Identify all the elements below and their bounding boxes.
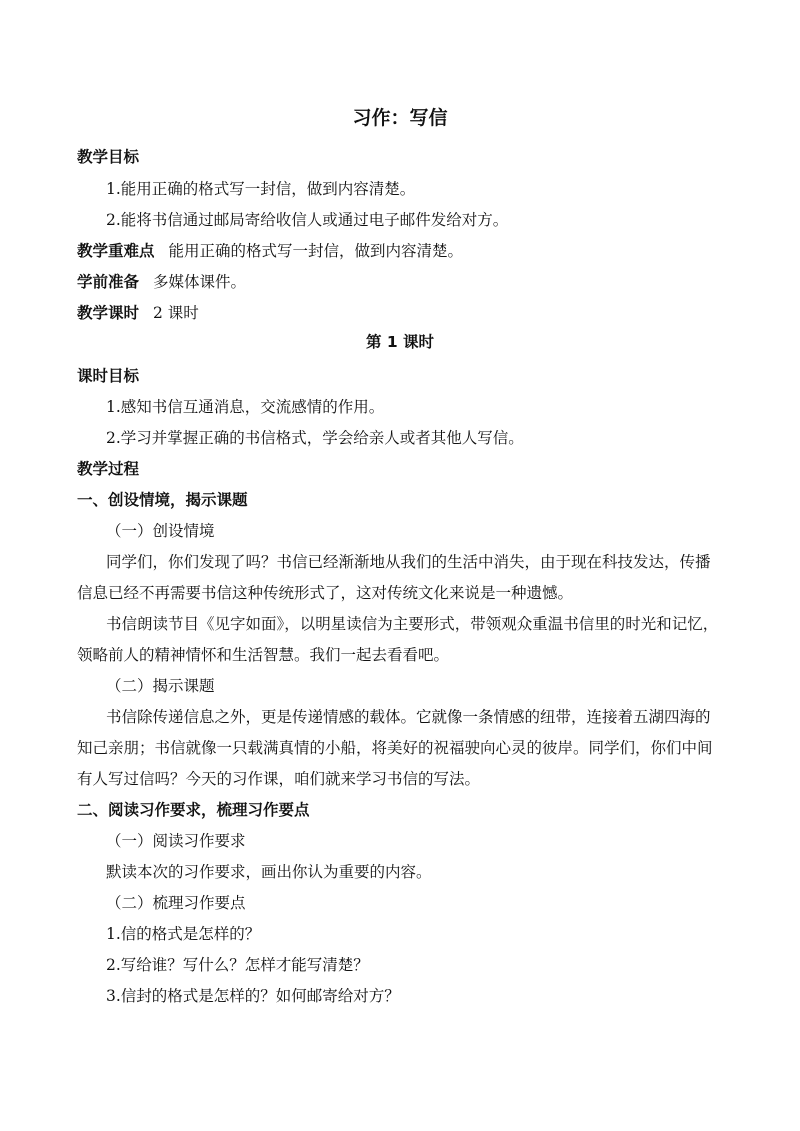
doc-title: 习作：写信 — [352, 107, 448, 129]
key-point-text: 能用正确的格式写一封信，做到内容清楚。 — [168, 242, 464, 260]
goal-item-1: 1.能用正确的格式写一封信，做到内容清楚。 — [106, 180, 416, 198]
question-3: 3.信封的格式是怎样的？如何邮寄给对方？ — [106, 987, 400, 1005]
subheading-reveal-topic: （二）揭示课题 — [106, 677, 215, 695]
class-hours-row — [77, 303, 740, 323]
lesson-goal-1: 1.感知书信互通消息，交流感情的作用。 — [106, 398, 385, 416]
paragraph-4: 默读本次的习作要求，画出你认为重要的内容。 — [106, 863, 432, 881]
lesson-goal-2: 2.学习并掌握正确的书信格式，学会给亲人或者其他人写信。 — [106, 429, 524, 447]
heading-lesson-goals: 课时目标 — [77, 367, 140, 385]
paragraph-2-line-1: 书信朗读节目《见字如面》，以明星读信为主要形式，带领观众重温书信里的时光和记忆， — [106, 615, 719, 633]
lesson-title: 第 1 课时 — [365, 333, 435, 351]
paragraph-1-line-1: 同学们，你们发现了吗？书信已经渐渐地从我们的生活中消失，由于现在科技发达，传播 — [106, 553, 711, 571]
question-1: 1.信的格式是怎样的？ — [106, 925, 261, 943]
class-hours-text: 2 课时 — [153, 304, 199, 322]
subheading-read-requirements: （一）阅读习作要求 — [106, 832, 246, 850]
heading-teaching-goals: 教学目标 — [77, 148, 140, 166]
paragraph-3-line-1: 书信除传递信息之外，更是传递情感的载体。它就像一条情感的纽带，连接着五湖四海的 — [106, 708, 711, 726]
preparation-text: 多媒体课件。 — [153, 273, 247, 291]
preparation-label: 学前准备 — [77, 273, 140, 291]
key-point-label: 教学重难点 — [77, 242, 155, 260]
paragraph-3-line-3: 有人写过信吗？今天的习作课，咱们就来学习书信的写法。 — [77, 770, 481, 788]
heading-teaching-process: 教学过程 — [77, 460, 140, 478]
class-hours-label: 教学课时 — [77, 304, 140, 322]
heading-part-2: 二、阅读习作要求，梳理习作要点 — [77, 801, 310, 819]
paragraph-1-line-2: 信息已经不再需要书信这种传统形式了，这对传统文化来说是一种遗憾。 — [77, 584, 574, 602]
heading-part-1: 一、创设情境，揭示课题 — [77, 491, 248, 509]
subheading-create-scene: （一）创设情境 — [106, 522, 215, 540]
subheading-sort-points: （二）梳理习作要点 — [106, 894, 246, 912]
question-2: 2.写给谁？写什么？怎样才能写清楚？ — [106, 956, 369, 974]
key-point-row — [77, 241, 740, 261]
paragraph-3-line-2: 知己亲朋；书信就像一只载满真情的小船，将美好的祝福驶向心灵的彼岸。同学们，你们中间 — [77, 739, 713, 757]
goal-item-2: 2.能将书信通过邮局寄给收信人或通过电子邮件发给对方。 — [106, 211, 509, 229]
paragraph-2-line-2: 领略前人的精神情怀和生活智慧。我们一起去看看吧。 — [77, 646, 450, 664]
preparation-row — [77, 272, 740, 292]
